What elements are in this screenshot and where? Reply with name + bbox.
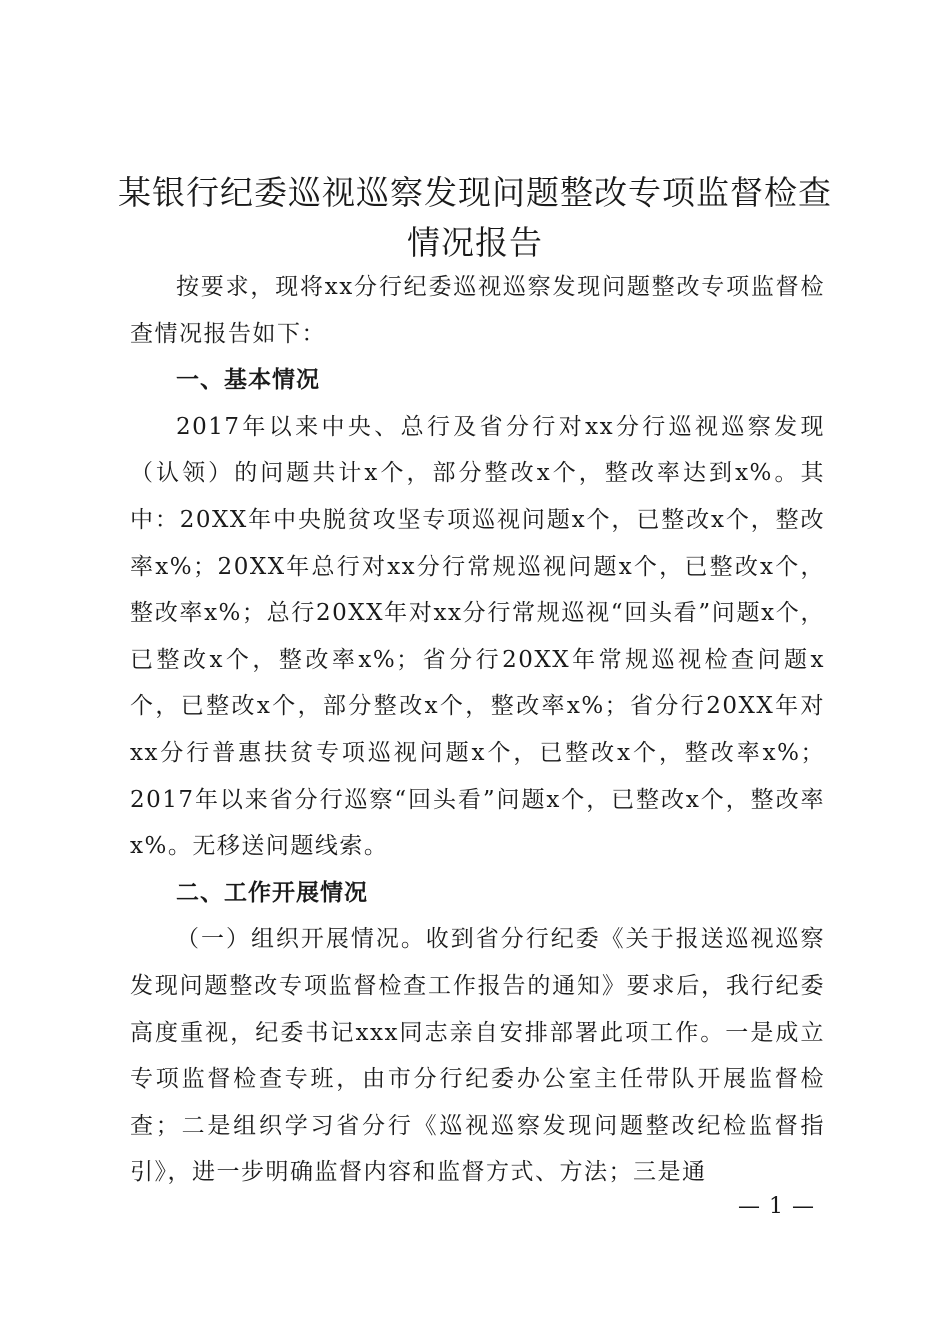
basic-situation-paragraph: 2017年以来中央、总行及省分行对xx分行巡视巡察发现（认领）的问题共计x个，部分整改x个，整改率达到x%。其中：20XX年中央脱贫攻坚专项巡视问题x个，已整改x个，整改率x%；20XX年总行对xx分行常规巡视问题x个，已整改x个，整改率x%；总行20XX年对xx分行常规巡视“回头看”问题x个，已整改x个，整改率x%；省分行20XX年常规巡视检查问题x个，已整改x个，部分整改x个，整改率x%；省分行20XX年对xx分行普惠扶贫专项巡视问题x个，已整改x个，整改率x%；2017年以来省分行巡察“回头看”问题x个，已整改x个，整改率x%。无移送问题线索。 — [130, 413, 825, 860]
work-situation-paragraph: （一）组织开展情况。收到省分行纪委《关于报送巡视巡察发现问题整改专项监督检查工作报告的通知》要求后，我行纪委高度重视，纪委书记xxx同志亲自安排部署此项工作。一是成立专项监督检查专班，由市分行纪委办公室主任带队开展监督检查；二是组织学习省分行《巡视巡察发现问题整改纪检监督指引》，进一步明确监督内容和监督方式、方法；三是通 — [130, 926, 825, 1186]
intro-paragraph: 按要求，现将xx分行纪委巡视巡察发现问题整改专项监督检查情况报告如下： — [130, 274, 825, 347]
document-body — [130, 264, 825, 1196]
page-number: — 1 — — [738, 1194, 815, 1219]
document-title: 某银行纪委巡视巡察发现问题整改专项监督检查情况报告 — [118, 173, 832, 262]
section-heading-work: 二、工作开展情况 — [176, 879, 368, 906]
section-heading-basic: 一、基本情况 — [176, 367, 320, 394]
